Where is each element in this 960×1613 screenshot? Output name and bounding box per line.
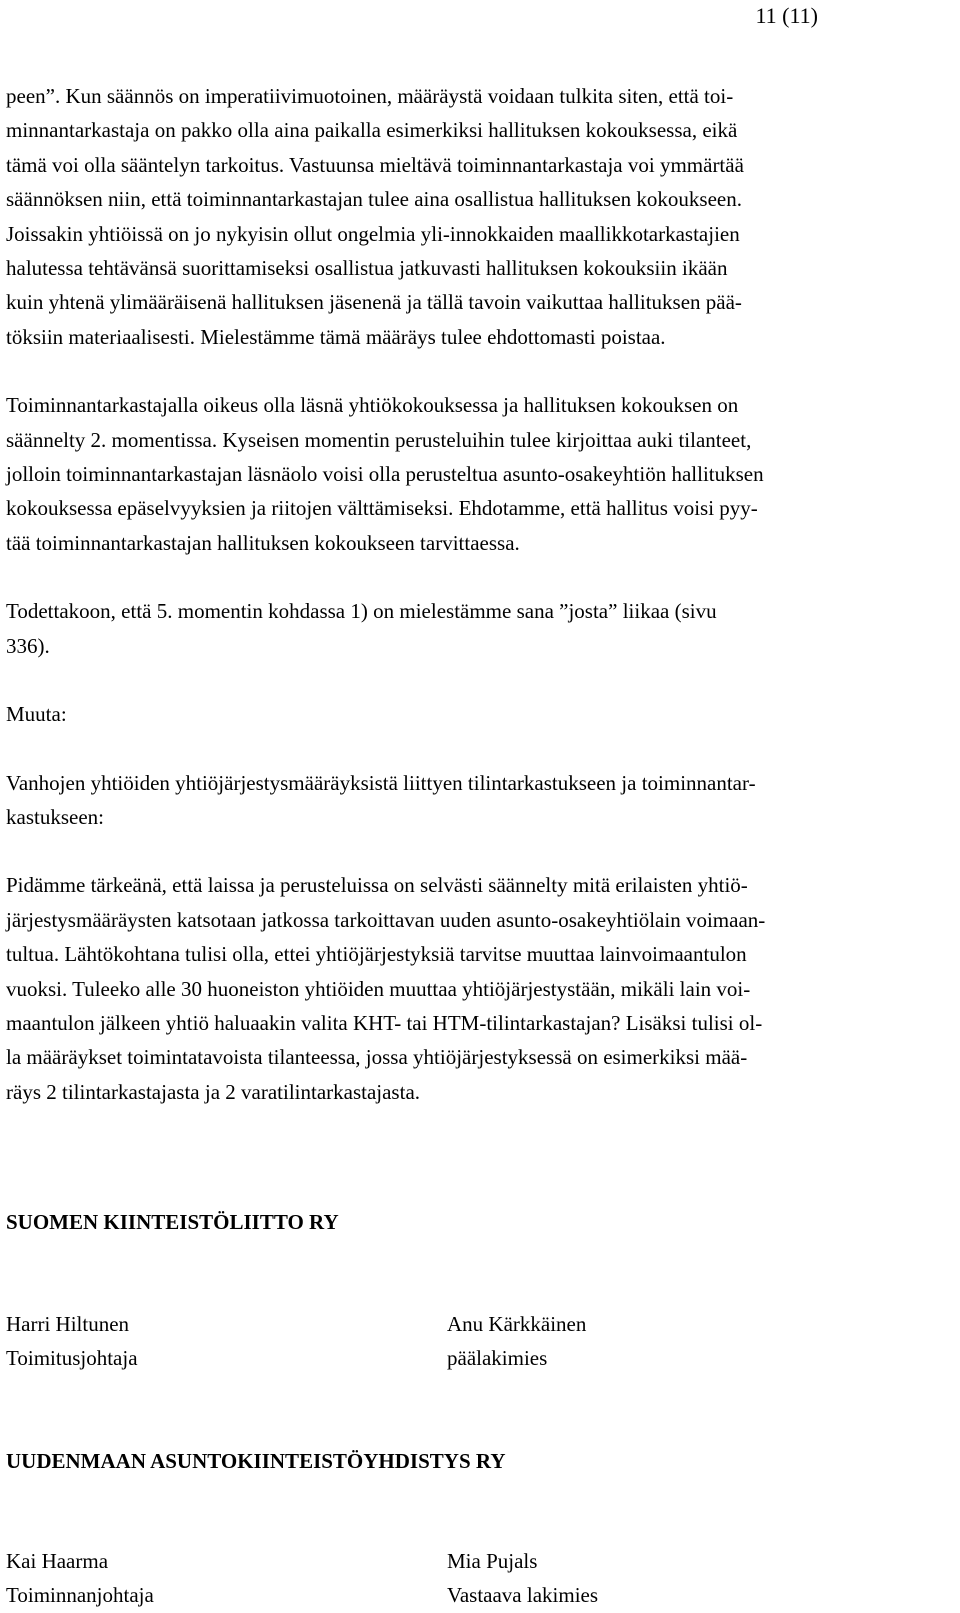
paragraph-moment-5 [6,594,942,663]
signer-block [447,1307,888,1376]
text-line: tää toiminnantarkastajan hallituksen kokoukseen tarvittaessa. [6,530,520,555]
text-line: järjestysmääräysten katsotaan jatkossa tarkoittavan uuden asunto-osakeyhtiölain voimaan- [6,907,766,932]
text-line: Vanhojen yhtiöiden yhtiöjärjestysmääräyksistä liittyen tilintarkastukseen ja toiminnantar- [6,770,756,795]
document-body [6,79,942,1613]
paragraph-muuta [6,697,942,731]
text-line: 336). [6,633,50,658]
text-line: maantulon jälkeen yhtiö haluaakin valita KHT- tai HTM-tilintarkastajan? Lisäksi tulisi ol- [6,1010,763,1035]
text-line: kastukseen: [6,804,104,829]
text-line: vuoksi. Tuleeko alle 30 huoneiston yhtiöiden muuttaa yhtiöjärjestystään, mikäli lain voi- [6,976,751,1001]
paragraph-gap [6,834,942,868]
org2-heading [6,1444,942,1478]
signer-name: Mia Pujals [447,1548,538,1573]
text-line: säännöksen niin, että toiminnantarkastajan tulee aina osallistua hallituksen kokoukseen. [6,187,742,212]
page-number: 11 (11) [755,3,818,28]
text-line: minnantarkastaja on pakko olla aina paikalla esimerkiksi hallituksen kokouksessa, eikä [6,118,738,143]
paragraph-pidamme-tarkeana [6,868,942,1109]
signer-name: Anu Kärkkäinen [447,1311,587,1336]
text-line: tämä voi olla sääntelyn tarkoitus. Vastuunsa mieltävä toiminnantarkastaja voi ymmärtää [6,152,744,177]
text-line: la määräykset toimintatavoista tilanteessa, jossa yhtiöjärjestyksessä on esimerkiksi mää- [6,1045,748,1070]
signer-name: Harri Hiltunen [6,1311,130,1336]
text-line: peen”. Kun säännös on imperatiivimuotoinen, määräystä voidaan tulkita siten, että toi- [6,84,734,108]
text-line: töksiin materiaalisesti. Mielestämme tämä määräys tulee ehdottomasti poistaa. [6,324,666,349]
signer-title: päälakimies [447,1346,548,1371]
signer-block [6,1307,447,1376]
signer-title: Toiminnanjohtaja [6,1583,154,1608]
text-line: räys 2 tilintarkastajasta ja 2 varatilintarkastajasta. [6,1079,421,1104]
text-line: kuin yhtenä ylimääräisenä hallituksen jäsenenä ja tällä tavoin vaikuttaa hallituksen pää- [6,290,742,315]
paragraph-gap [6,560,942,594]
signature-gap [6,1240,942,1307]
signature-gap [6,1478,942,1544]
signer-title: Vastaava lakimies [447,1583,599,1608]
signer-name: Kai Haarma [6,1548,109,1573]
section-gap [6,1109,942,1205]
paragraph-moment-2 [6,388,942,560]
section-gap [6,1376,942,1444]
signer-title: Toimitusjohtaja [6,1346,138,1371]
text-line: tultua. Lähtökohtana tulisi olla, ettei yhtiöjärjestyksiä tarvitse muuttaa lainvoimaantulon [6,942,747,967]
paragraph-gap [6,663,942,697]
text-line: Pidämme tärkeänä, että laissa ja perusteluissa on selvästi säännelty mitä erilaisten yhtiö- [6,873,748,898]
org1-signatures [6,1307,942,1376]
organization-name: SUOMEN KIINTEISTÖLIITTO RY [6,1210,339,1235]
paragraph-gap [6,732,942,766]
text-line: Todettakoon, että 5. momentin kohdassa 1) on mielestämme sana ”josta” liikaa (sivu [6,599,717,624]
text-line: kokouksessa epäselvyyksien ja riitojen välttämiseksi. Ehdotamme, että hallitus voisi pyy- [6,496,758,521]
text-line: säännelty 2. momentissa. Kyseisen momentin perusteluihin tulee kirjoittaa auki tilanteet, [6,427,752,452]
text-line: halutessa tehtävänsä suorittamiseksi osallistua jatkuvasti hallituksen kokouksiin ikään [6,256,728,281]
section-label: Muuta: [6,702,67,727]
paragraph-vanhojen-yhtioiden [6,766,942,835]
text-line: Joissakin yhtiöissä on jo nykyisin ollut ongelmia yli-innokkaiden maallikkotarkastajien [6,221,740,246]
organization-name: UUDENMAAN ASUNTOKIINTEISTÖYHDISTYS RY [6,1448,506,1473]
text-line: jolloin toiminnantarkastajan läsnäolo voisi olla perusteltua asunto-osakeyhtiön hallituksen [6,462,764,487]
signer-block [447,1544,888,1613]
text-line: Toiminnantarkastajalla oikeus olla läsnä yhtiökokouksessa ja hallituksen kokouksen on [6,393,739,418]
paragraph-gap [6,354,942,388]
org1-heading [6,1205,942,1239]
signer-block [6,1544,447,1613]
paragraph-toiminnantarkastaja-presence [6,79,942,354]
org2-signatures [6,1544,942,1613]
